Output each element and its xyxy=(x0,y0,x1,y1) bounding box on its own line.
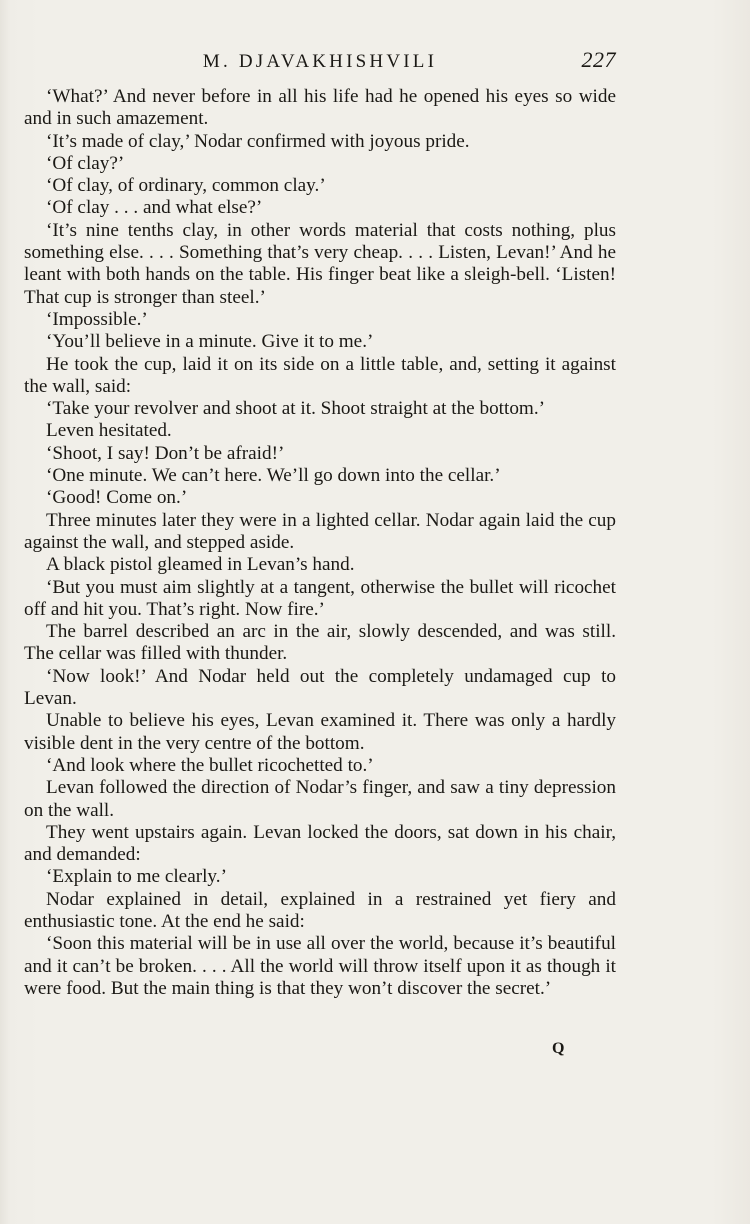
paragraph: Three minutes later they were in a lighted cellar. Nodar again laid the cup against the wall, and stepped aside. xyxy=(24,509,616,553)
paragraph: ‘Of clay, of ordinary, common clay.’ xyxy=(46,175,326,197)
page-header xyxy=(24,47,616,77)
paragraph: Levan followed the direction of Nodar’s finger, and saw a tiny depression on the wall. xyxy=(24,777,616,821)
paragraph: They went upstairs again. Levan locked the doors, sat down in his chair, and demanded: xyxy=(24,821,616,866)
paragraph: ‘One minute. We can’t here. We’ll go down into the cellar.’ xyxy=(46,465,501,487)
paragraph: ‘You’ll believe in a minute. Give it to me.’ xyxy=(46,331,374,353)
paragraph: ‘But you must aim slightly at a tangent, otherwise the bullet will ricochet off and hit you. That’s right. Now fire.’ xyxy=(24,576,616,620)
paragraph: ‘Of clay?’ xyxy=(46,152,125,174)
paragraph: ‘And look where the bullet ricochetted to.’ xyxy=(46,754,374,776)
paragraph: ‘What?’ And never before in all his life had he opened his eyes so wide and in such amazement. xyxy=(24,86,616,130)
paragraph: The barrel described an arc in the air, slowly descended, and was still. The cellar was filled with thunder. xyxy=(24,621,616,665)
paragraph: ‘Good! Come on.’ xyxy=(46,487,188,509)
paragraph: ‘Soon this material will be in use all over the world, because it’s beautiful and it can’t be broken. . . . All the world will throw itself upon it as though it were food. But the main thing is that they won’t discover the secret.’ xyxy=(24,933,616,999)
paragraph: He took the cup, laid it on its side on a little table, and, setting it against the wall, said: xyxy=(24,353,616,397)
signature-mark: Q xyxy=(552,1040,565,1057)
paragraph: A black pistol gleamed in Levan’s hand. xyxy=(46,554,355,576)
paragraph: ‘Now look!’ And Nodar held out the completely undamaged cup to Levan. xyxy=(24,665,616,710)
paragraph: Leven hesitated. xyxy=(46,420,172,442)
body-text xyxy=(24,86,616,1000)
paragraph: Unable to believe his eyes, Levan examined it. There was only a hardly visible dent in the very centre of the bottom. xyxy=(24,710,616,754)
paragraph: ‘Take your revolver and shoot at it. Shoot straight at the bottom.’ xyxy=(46,398,546,420)
paragraph: ‘Of clay . . . and what else?’ xyxy=(46,197,263,219)
paragraph: Nodar explained in detail, explained in a restrained yet fiery and enthusiastic tone. At the end he said: xyxy=(24,888,616,932)
paragraph: ‘Impossible.’ xyxy=(46,308,148,330)
page-number: 227 xyxy=(581,47,616,72)
running-head: M. DJAVAKHISHVILI xyxy=(202,51,438,72)
paragraph: ‘Shoot, I say! Don’t be afraid!’ xyxy=(46,442,285,464)
paragraph: ‘Explain to me clearly.’ xyxy=(46,866,227,888)
paragraph: ‘It’s nine tenths clay, in other words material that costs nothing, plus something else. . . . Something that’s very cheap. . . . Listen, Levan!’ And he leant with both hands on the table. His finger beat like a sleigh-bell. ‘Listen! That cup is stronger than steel.’ xyxy=(24,219,616,308)
paragraph: ‘It’s made of clay,’ Nodar confirmed with joyous pride. xyxy=(46,130,470,152)
